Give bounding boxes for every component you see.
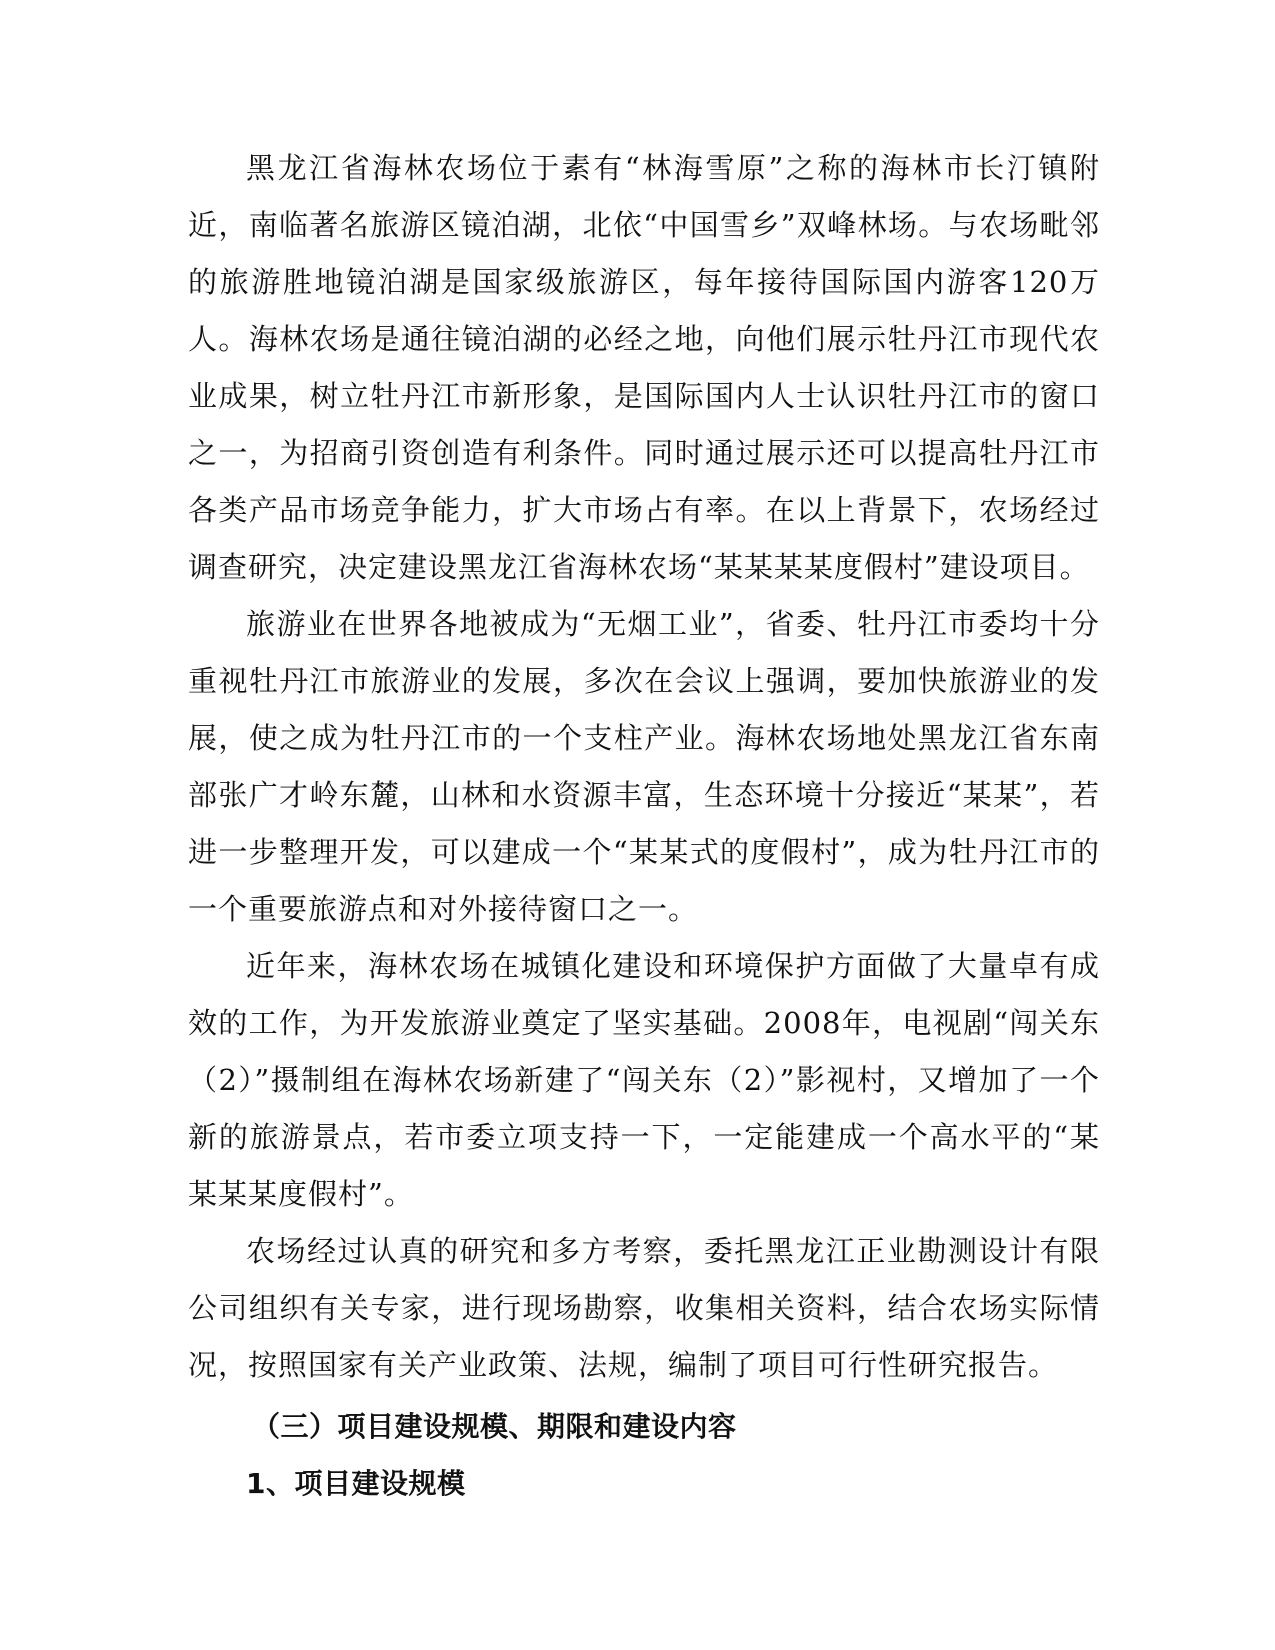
section-heading: （三）项目建设规模、期限和建设内容: [252, 1410, 737, 1443]
document-body: [188, 140, 1100, 1512]
subsection-heading: 1、项目建设规模: [246, 1467, 466, 1500]
paragraph-recent-development: 近年来，海林农场在城镇化建设和环境保护方面做了大量卓有成效的工作，为开发旅游业奠定了坚实基础。2008年，电视剧“闯关东（2）”摄制组在海林农场新建了“闯关东（2）”影视村，又增加了一个新的旅游景点，若市委立项支持一下，一定能建成一个高水平的“某某某某度假村”。: [188, 949, 1100, 1211]
paragraph-tourism-industry: 旅游业在世界各地被成为“无烟工业”，省委、牡丹江市委均十分重视牡丹江市旅游业的发展，多次在会议上强调，要加快旅游业的发展，使之成为牡丹江市的一个支柱产业。海林农场地处黑龙江省东南部张广才岭东麓，山林和水资源丰富，生态环境十分接近“某某”，若进一步整理开发，可以建成一个“某某式的度假村”，成为牡丹江市的一个重要旅游点和对外接待窗口之一。: [188, 607, 1100, 926]
paragraph-background: 黑龙江省海林农场位于素有“林海雪原”之称的海林市长汀镇附近，南临著名旅游区镜泊湖，北依“中国雪乡”双峰林场。与农场毗邻的旅游胜地镜泊湖是国家级旅游区，每年接待国际国内游客120万人。海林农场是通往镜泊湖的必经之地，向他们展示牡丹江市现代农业成果，树立牡丹江市新形象，是国际国内人士认识牡丹江市的窗口之一，为招商引资创造有利条件。同时通过展示还可以提高牡丹江市各类产品市场竞争能力，扩大市场占有率。在以上背景下，农场经过调查研究，决定建设黑龙江省海林农场“某某某某度假村”建设项目。: [188, 151, 1100, 584]
paragraph-feasibility-study: 农场经过认真的研究和多方考察，委托黑龙江正业勘测设计有限公司组织有关专家，进行现场勘察，收集相关资料，结合农场实际情况，按照国家有关产业政策、法规，编制了项目可行性研究报告。: [188, 1234, 1100, 1382]
